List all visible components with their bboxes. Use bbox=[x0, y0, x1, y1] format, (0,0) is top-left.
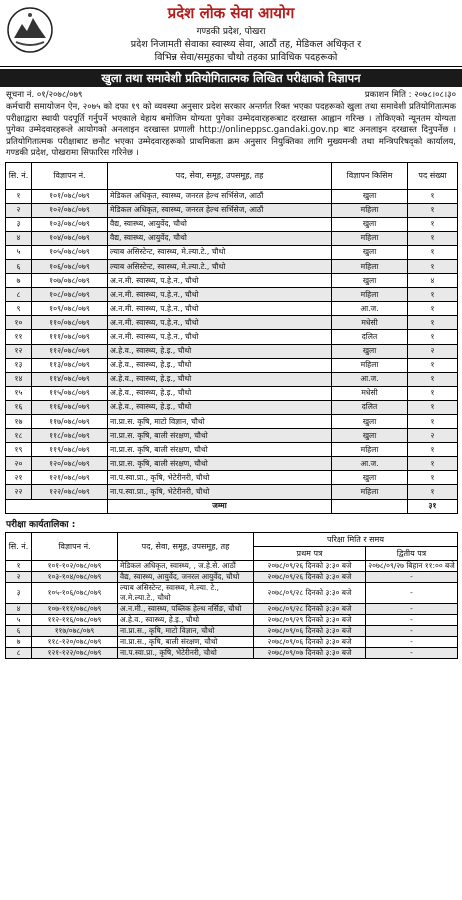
sched-paper1: २०७८/०९/०७ दिनको ३:३० बजे bbox=[254, 647, 366, 658]
sched-paper2: - bbox=[366, 614, 458, 625]
row-adv: १०५/०७८/०७९ bbox=[32, 245, 108, 259]
row-count: १ bbox=[408, 330, 458, 344]
row-type: मधेसी bbox=[332, 316, 408, 330]
sched-paper2: - bbox=[366, 571, 458, 582]
sched-adv: १०५-१०६/०७८/०७९ bbox=[32, 582, 118, 603]
row-sn: १४ bbox=[6, 372, 32, 386]
row-post: अ.न.मी. स्वास्थ्य, प.हे.न., चौथो bbox=[108, 274, 332, 288]
intro-paragraph: कर्मचारी समायोजन ऐन, २०७५ को दफा १९ को व्यवस्था अनुसार प्रदेश सरकार अन्तर्गत रिक्त भएका पदहरूको खुला तथा समावेशी प्रतियोगितात्मक परीक्षाद्वारा स्थायी पदपूर्ति गर्नुपर्ने भएकाले वेहाय बमोजिम योग्यता पुगेका उम्मेदवारहरूबाट दरखास्त आह्वान गरिन्छ । तोकिएको न्यूनतम योग्यता पुगेका उम्मेदवारहरूले आयोगको अनलाइन दरखास्त प्रणाली http://onlineppsc.gandaki.gov.np बाट अनलाइन दरखास्त दिनुपर्नेछ । प्रतियोगितात्मक परीक्षाबाट छनौट भएका उम्मेदवारहरूको प्राथमिकता क्रम अनुसार नियुक्तिका लागि मुख्यमन्त्री तथा मन्त्रिपरिषद्को कार्यालय, गण्डकी प्रदेश, पोखरामा सिफारिस गरिनेछ । bbox=[6, 102, 456, 158]
row-count: १ bbox=[408, 400, 458, 414]
row-adv: १११/०७८/०७९ bbox=[32, 330, 108, 344]
row-adv: १०७/०७८/०७९ bbox=[32, 274, 108, 288]
row-type: खुला bbox=[332, 245, 408, 259]
table-row bbox=[6, 189, 458, 203]
sched-paper1: २०७८/०९/०६ दिनको ३:३० बजे bbox=[254, 625, 366, 636]
row-count: १ bbox=[408, 457, 458, 471]
row-post: अ.हे.व., स्वास्थ्य, हे.इ., चौथो bbox=[108, 386, 332, 400]
row-type: महिला bbox=[332, 358, 408, 372]
sched-adv: ११८-१२०/०७८/०७९ bbox=[32, 636, 118, 647]
sched-adv: १२१-१२२/०७८/०७९ bbox=[32, 647, 118, 658]
row-type: खुला bbox=[332, 344, 408, 358]
table-row bbox=[6, 245, 458, 259]
row-sn: ८ bbox=[6, 288, 32, 302]
row-adv: १०४/०७८/०७९ bbox=[32, 231, 108, 245]
col-post: पद, सेवा, समूह, उपसमूह, तह bbox=[108, 162, 332, 189]
schedule-row bbox=[6, 614, 458, 625]
table-row bbox=[6, 217, 458, 231]
row-adv: ११४/०७८/०७९ bbox=[32, 372, 108, 386]
row-sn: १३ bbox=[6, 358, 32, 372]
schedule-row bbox=[6, 603, 458, 614]
publish-date: प्रकाशन मिति : २०७८।०८।३० bbox=[364, 90, 456, 100]
row-count: १ bbox=[408, 302, 458, 316]
row-adv: ११९/०७८/०७९ bbox=[32, 443, 108, 457]
row-count: १ bbox=[408, 485, 458, 499]
schedule-table bbox=[5, 532, 458, 659]
row-count: १ bbox=[408, 386, 458, 400]
col-count: पद संख्या bbox=[408, 162, 458, 189]
vacancy-table bbox=[5, 162, 458, 514]
row-post: ना.प्रा.स. कृषि, बाली संरक्षण, चौथो bbox=[108, 429, 332, 443]
table-row bbox=[6, 330, 458, 344]
sched-post: ल्याब असिस्टेन्ट, स्वास्थ्य, मे.ल्या. टे., ज.मे.ल्या.टे., चौथो bbox=[118, 582, 254, 603]
row-post: ल्याब असिस्टेन्ट, स्वास्थ्य, मे.ल्या.टे., चौथो bbox=[108, 259, 332, 273]
row-type: महिला bbox=[332, 203, 408, 217]
letterhead bbox=[0, 0, 462, 67]
sched-col-sn: सि. नं. bbox=[6, 532, 32, 560]
row-adv: ११०/०७८/०७९ bbox=[32, 316, 108, 330]
row-type: खुला bbox=[332, 471, 408, 485]
sched-paper2: - bbox=[366, 603, 458, 614]
banner-title: खुला तथा समावेशी प्रतियोगितात्मक लिखित परीक्षाको विज्ञापन bbox=[0, 69, 462, 87]
sched-col-adv: विज्ञापन नं. bbox=[32, 532, 118, 560]
row-type: आ.ज. bbox=[332, 372, 408, 386]
row-post: अ.न.मी. स्वास्थ्य, प.हे.न., चौथो bbox=[108, 288, 332, 302]
total-label: जम्मा bbox=[108, 499, 332, 513]
table-row bbox=[6, 288, 458, 302]
row-sn: २२ bbox=[6, 485, 32, 499]
sched-post: अ.हे.व., स्वास्थ्य, हे.इ., चौथो bbox=[118, 614, 254, 625]
row-count: १ bbox=[408, 443, 458, 457]
emblem-logo bbox=[6, 6, 54, 54]
row-adv: १०६/०७८/०७९ bbox=[32, 259, 108, 273]
table-row bbox=[6, 316, 458, 330]
sched-sn: ४ bbox=[6, 603, 32, 614]
row-sn: ११ bbox=[6, 330, 32, 344]
row-count: १ bbox=[408, 415, 458, 429]
sched-post: ना.प्रा.स., कृषि, माटो विज्ञान, चौथो bbox=[118, 625, 254, 636]
total-spacer bbox=[6, 499, 108, 513]
sched-col-datetime: परिक्षा मिति र समय bbox=[254, 532, 458, 546]
row-adv: १०३/०७८/०७९ bbox=[32, 217, 108, 231]
row-adv: १२१/०७८/०७९ bbox=[32, 471, 108, 485]
row-adv: १०९/०७८/०७९ bbox=[32, 302, 108, 316]
row-post: अ.हे.व., स्वास्थ्य, हे.इ., चौथो bbox=[108, 358, 332, 372]
row-post: ल्याब असिस्टेन्ट, स्वास्थ्य, मे.ल्या.टे., चौथो bbox=[108, 245, 332, 259]
row-post: ना.प.स्वा.प्रा., कृषि, भेटेरीनरी, चौथो bbox=[108, 485, 332, 499]
table-row bbox=[6, 386, 458, 400]
sched-paper1: २०७८/०९/२६ दिनको ३:३० बजे bbox=[254, 560, 366, 571]
row-post: मेडिकल अधिकृत, स्वास्थ्य, जनरल हेल्थ सर्भिसेज, आठौं bbox=[108, 189, 332, 203]
sched-paper2: - bbox=[366, 582, 458, 603]
org-name: प्रदेश लोक सेवा आयोग bbox=[167, 4, 295, 22]
sched-col-paper1: प्रथम पत्र bbox=[254, 546, 366, 560]
sched-paper1: २०७८/०९/२८ दिनको ३:३० बजे bbox=[254, 603, 366, 614]
row-count: १ bbox=[408, 358, 458, 372]
row-type: मधेसी bbox=[332, 386, 408, 400]
total-value: ३१ bbox=[408, 499, 458, 513]
row-adv: ११६/०७८/०७९ bbox=[32, 400, 108, 414]
row-count: १ bbox=[408, 217, 458, 231]
table-row bbox=[6, 457, 458, 471]
sched-adv: ११२-११६/०७८/०७९ bbox=[32, 614, 118, 625]
table-row bbox=[6, 344, 458, 358]
sched-sn: ३ bbox=[6, 582, 32, 603]
sched-adv: १०३-१०४/०७८/०७९ bbox=[32, 571, 118, 582]
table-row bbox=[6, 302, 458, 316]
row-post: ना.प्रा.स. कृषि, बाली संरक्षण, चौथो bbox=[108, 457, 332, 471]
sched-col-post: पद, सेवा, समूह, उपसमूह, तह bbox=[118, 532, 254, 560]
table-row bbox=[6, 372, 458, 386]
row-type: महिला bbox=[332, 231, 408, 245]
row-adv: ११७/०७८/०७९ bbox=[32, 415, 108, 429]
table-row bbox=[6, 231, 458, 245]
sched-paper2: - bbox=[366, 647, 458, 658]
col-adv: विज्ञापन नं. bbox=[32, 162, 108, 189]
row-count: १ bbox=[408, 471, 458, 485]
row-adv: १२०/०७८/०७९ bbox=[32, 457, 108, 471]
row-adv: ११३/०७८/०७९ bbox=[32, 358, 108, 372]
row-sn: ३ bbox=[6, 217, 32, 231]
row-type: दलित bbox=[332, 330, 408, 344]
schedule-row bbox=[6, 636, 458, 647]
notice-meta bbox=[0, 87, 462, 101]
row-sn: ६ bbox=[6, 259, 32, 273]
sched-post: वैद्य, स्वास्थ्य, आयुर्वेद, जनरल आयुर्वेद, चौथो bbox=[118, 571, 254, 582]
row-sn: १ bbox=[6, 189, 32, 203]
row-post: अ.हे.व., स्वास्थ्य, हे.इ., चौथो bbox=[108, 344, 332, 358]
row-adv: ११८/०७८/०७९ bbox=[32, 429, 108, 443]
table-row bbox=[6, 274, 458, 288]
sched-sn: ६ bbox=[6, 625, 32, 636]
sched-sn: २ bbox=[6, 571, 32, 582]
row-post: अ.हे.व., स्वास्थ्य, हे.इ., चौथो bbox=[108, 400, 332, 414]
table-row bbox=[6, 485, 458, 499]
sched-paper1: २०७८/०९/०६ दिनको ३:३० बजे bbox=[254, 636, 366, 647]
sched-adv: १०७-१११/०७८/०७९ bbox=[32, 603, 118, 614]
schedule-row bbox=[6, 647, 458, 658]
row-sn: २१ bbox=[6, 471, 32, 485]
table-row bbox=[6, 203, 458, 217]
row-type: महिला bbox=[332, 288, 408, 302]
sched-paper1: २०७८/०९/२६ दिनको ३:३० बजे bbox=[254, 571, 366, 582]
schedule-row bbox=[6, 582, 458, 603]
table-row bbox=[6, 259, 458, 273]
row-type: महिला bbox=[332, 485, 408, 499]
row-post: अ.न.मी. स्वास्थ्य, प.हे.न., चौथो bbox=[108, 330, 332, 344]
notice-number: सूचना नं. ०१/२०७८/०७९ bbox=[6, 90, 83, 100]
row-post: अ.हे.व., स्वास्थ्य, हे.इ., चौथो bbox=[108, 372, 332, 386]
sched-sn: ७ bbox=[6, 636, 32, 647]
row-sn: १६ bbox=[6, 400, 32, 414]
total-row bbox=[6, 499, 458, 513]
sched-sn: १ bbox=[6, 560, 32, 571]
row-type: खुला bbox=[332, 189, 408, 203]
sched-paper2: - bbox=[366, 625, 458, 636]
schedule-table-header bbox=[6, 532, 458, 546]
table-row bbox=[6, 471, 458, 485]
row-post: अ.न.मी. स्वास्थ्य, प.हे.न., चौथो bbox=[108, 302, 332, 316]
row-count: १ bbox=[408, 259, 458, 273]
row-type: खुला bbox=[332, 415, 408, 429]
row-sn: ५ bbox=[6, 245, 32, 259]
schedule-row bbox=[6, 625, 458, 636]
row-sn: १८ bbox=[6, 429, 32, 443]
table-row bbox=[6, 443, 458, 457]
row-type: खुला bbox=[332, 429, 408, 443]
row-count: १ bbox=[408, 316, 458, 330]
sched-paper2: २०७८/०९/२७ बिहान ११:०० बजे bbox=[366, 560, 458, 571]
sched-col-paper2: द्वितीय पत्र bbox=[366, 546, 458, 560]
row-adv: १०८/०७८/०७९ bbox=[32, 288, 108, 302]
row-count: १ bbox=[408, 189, 458, 203]
row-count: ४ bbox=[408, 274, 458, 288]
table-row bbox=[6, 358, 458, 372]
row-sn: ७ bbox=[6, 274, 32, 288]
row-count: १ bbox=[408, 288, 458, 302]
sched-post: ना.प्रा.स., कृषि, बाली संरक्षण, चौथो bbox=[118, 636, 254, 647]
table-row bbox=[6, 415, 458, 429]
sched-post: ना.प.स्वा.प्रा., कृषि, भेटेरीनरी, चौथो bbox=[118, 647, 254, 658]
row-post: ना.प्रा.स. कृषि, बाली संरक्षण, चौथो bbox=[108, 443, 332, 457]
schedule-row bbox=[6, 560, 458, 571]
sched-post: अ.न.मी., स्वास्थ्य, पब्लिक हेल्थ नर्सिङ, चौथो bbox=[118, 603, 254, 614]
row-post: मेडिकल अधिकृत, स्वास्थ्य, जनरल हेल्थ सर्भिसेज, आठौं bbox=[108, 203, 332, 217]
col-type: विज्ञापन किसिम bbox=[332, 162, 408, 189]
row-post: वैद्य, स्वास्थ्य, आयुर्वेद, चौथो bbox=[108, 217, 332, 231]
row-sn: २ bbox=[6, 203, 32, 217]
row-adv: ११२/०७८/०७९ bbox=[32, 344, 108, 358]
row-sn: २० bbox=[6, 457, 32, 471]
vacancy-table-header bbox=[6, 162, 458, 189]
row-post: वैद्य, स्वास्थ्य, आयुर्वेद, चौथो bbox=[108, 231, 332, 245]
row-type: महिला bbox=[332, 259, 408, 273]
sched-post: मेडिकल अधिकृत, स्वास्थ्य, , ज.हे.से. आठौं bbox=[118, 560, 254, 571]
sched-adv: १०१-१०२/०७८/०७९ bbox=[32, 560, 118, 571]
row-type: खुला bbox=[332, 274, 408, 288]
row-type: दलित bbox=[332, 400, 408, 414]
row-post: ना.प्रा.स. कृषि, माटो विज्ञान, चौथो bbox=[108, 415, 332, 429]
row-type: आ.ज. bbox=[332, 457, 408, 471]
sched-paper2: - bbox=[366, 636, 458, 647]
row-count: २ bbox=[408, 344, 458, 358]
row-sn: १० bbox=[6, 316, 32, 330]
row-adv: १०२/०७८/०७९ bbox=[32, 203, 108, 217]
row-post: अ.न.मी. स्वास्थ्य, प.हे.न., चौथो bbox=[108, 316, 332, 330]
row-type: महिला bbox=[332, 443, 408, 457]
row-sn: १७ bbox=[6, 415, 32, 429]
sched-adv: ११७/०७८/०७९ bbox=[32, 625, 118, 636]
sched-paper1: २०७८/०९/२८ दिनको ३:३० बजे bbox=[254, 582, 366, 603]
total-spacer bbox=[332, 499, 408, 513]
sched-paper1: २०७८/०९/२९ दिनको ३:३० बजे bbox=[254, 614, 366, 625]
row-sn: ४ bbox=[6, 231, 32, 245]
row-type: आ.ज. bbox=[332, 302, 408, 316]
header-desc-1: प्रदेश निजामती सेवाका स्वास्थ्य सेवा, आठौं तह, मेडिकल अधिकृत र bbox=[130, 39, 362, 50]
row-sn: १५ bbox=[6, 386, 32, 400]
row-sn: १२ bbox=[6, 344, 32, 358]
row-count: २ bbox=[408, 429, 458, 443]
sched-sn: ५ bbox=[6, 614, 32, 625]
schedule-row bbox=[6, 571, 458, 582]
row-count: १ bbox=[408, 203, 458, 217]
row-sn: १९ bbox=[6, 443, 32, 457]
row-count: १ bbox=[408, 372, 458, 386]
org-location: गण्डकी प्रदेश, पोखरा bbox=[196, 27, 266, 37]
row-sn: ९ bbox=[6, 302, 32, 316]
row-adv: १२२/०७८/०७९ bbox=[32, 485, 108, 499]
schedule-title: परीक्षा कार्यतालिका : bbox=[6, 519, 76, 530]
row-count: १ bbox=[408, 245, 458, 259]
row-adv: १०१/०७८/०७९ bbox=[32, 189, 108, 203]
row-count: १ bbox=[408, 231, 458, 245]
table-row bbox=[6, 400, 458, 414]
header-desc-2: विभिन्न सेवा/समूहका चौथो तहका प्राविधिक पदहरूको bbox=[154, 52, 338, 63]
row-adv: ११५/०७८/०७९ bbox=[32, 386, 108, 400]
row-type: खुला bbox=[332, 217, 408, 231]
sched-sn: ८ bbox=[6, 647, 32, 658]
row-post: ना.प.स्वा.प्रा., कृषि, भेटेरीनरी, चौथो bbox=[108, 471, 332, 485]
table-row bbox=[6, 429, 458, 443]
col-sn: सि. नं. bbox=[6, 162, 32, 189]
